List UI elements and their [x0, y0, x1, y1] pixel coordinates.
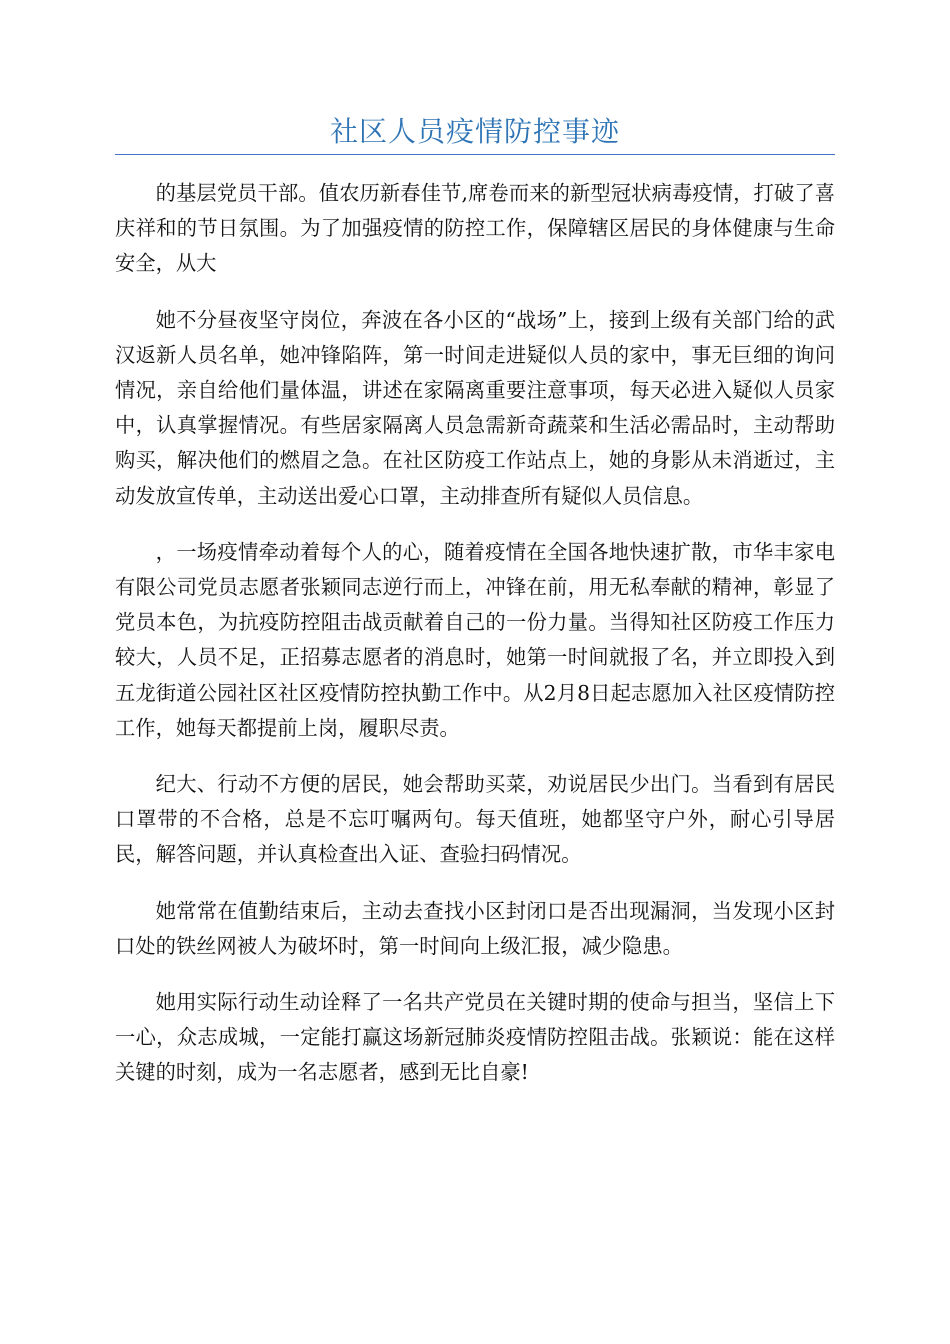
- paragraph-4: 纪大、行动不方便的居民，她会帮助买菜，劝说居民少出门。当看到有居民口罩带的不合格，总是不忘叮嘱两句。每天值班，她都坚守户外，耐心引导居民，解答问题，并认真检查出入证、查验扫码情况。: [115, 772, 835, 867]
- paragraph-3: ，一场疫情牵动着每个人的心，随着疫情在全国各地快速扩散，市华丰家电有限公司党员志愿者张颖同志逆行而上，冲锋在前，用无私奉献的精神，彰显了党员本色，为抗疫防控阻击战贡献着自己的一份力量。当得知社区防疫工作压力较大，人员不足，正招募志愿者的消息时，她第一时间就报了名，并立即投入到五龙街道公园社区社区疫情防控执勤工作中。从2月8日起志愿加入社区疫情防控工作，她每天都提前上岗，履职尽责。: [115, 539, 835, 740]
- paragraph-5: 她常常在值勤结束后，主动去查找小区封闭口是否出现漏洞，当发现小区封口处的铁丝网被人为破坏时，第一时间向上级汇报，减少隐患。: [115, 898, 835, 958]
- paragraph-1: 的基层党员干部。值农历新春佳节,席卷而来的新型冠状病毒疫情，打破了喜庆祥和的节日氛围。为了加强疫情的防控工作，保障辖区居民的身体健康与生命安全，从大: [115, 181, 835, 276]
- title-underline: [115, 154, 835, 155]
- paragraph-6: 她用实际行动生动诠释了一名共产党员在关键时期的使命与担当，坚信上下一心，众志成城，一定能打赢这场新冠肺炎疫情防控阻击战。张颖说：能在这样关键的时刻，成为一名志愿者，感到无比自豪!: [115, 990, 835, 1085]
- document-title: 社区人员疫情防控事迹: [329, 115, 620, 148]
- document-body: [115, 176, 835, 1112]
- paragraph-2: 她不分昼夜坚守岗位，奔波在各小区的“战场”上，接到上级有关部门给的武汉返新人员名单，她冲锋陷阵，第一时间走进疑似人员的家中，事无巨细的询问情况，亲自给他们量体温，讲述在家隔离重要注意事项，每天必进入疑似人员家中，认真掌握情况。有些居家隔离人员急需新奇蔬菜和生活必需品时，主动帮助购买，解决他们的燃眉之急。在社区防疫工作站点上，她的身影从未消逝过，主动发放宣传单，主动送出爱心口罩，主动排查所有疑似人员信息。: [115, 307, 835, 508]
